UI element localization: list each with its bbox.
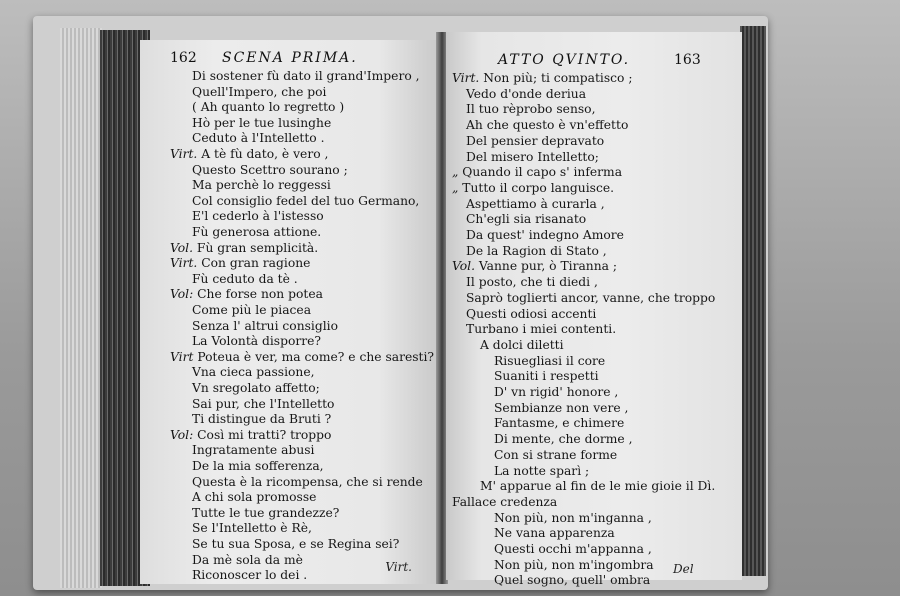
verse-text: Ch'egli sia risanato xyxy=(466,212,587,227)
text-line xyxy=(452,86,586,102)
text-line xyxy=(170,396,334,412)
text-line xyxy=(452,211,586,227)
text-line xyxy=(452,478,715,494)
left-catchword: Virt. xyxy=(385,560,412,574)
verse-text: Quell'Impero, che poi xyxy=(192,84,327,99)
text-line xyxy=(452,337,564,353)
verse-text: Fù generosa attione. xyxy=(192,225,322,239)
text-line xyxy=(170,318,338,334)
verse-text: Di mente, che dorme , xyxy=(494,432,633,447)
verse-text: Fù ceduto da tè . xyxy=(192,271,298,286)
verse-text: Ti distingue da Bruti ? xyxy=(192,412,332,427)
verse-text: Tutto il corpo languisce. xyxy=(462,180,615,195)
right-page-number: 163 xyxy=(674,52,701,68)
verse-text: Di sostener fù dato il grand'Impero , xyxy=(192,69,420,83)
verse-text: Hò per le tue lusinghe xyxy=(192,115,332,130)
text-line xyxy=(170,286,323,302)
verse-text: Con gran ragione xyxy=(201,256,311,271)
text-line xyxy=(452,384,618,400)
verse-text: Poteua è ver, ma come? e che saresti? xyxy=(197,349,435,364)
speaker-label: Virt. xyxy=(452,71,484,85)
text-line xyxy=(170,520,312,536)
text-line xyxy=(452,541,652,557)
verse-text: Il tuo rèprobo senso, xyxy=(466,102,596,117)
text-line xyxy=(452,321,616,337)
verse-text: Sembianze non vere , xyxy=(494,400,629,415)
text-line xyxy=(170,380,320,396)
verse-text: Vn sregolato affetto; xyxy=(192,381,320,395)
verse-text: A dolci diletti xyxy=(480,337,564,352)
speaker-label: Vol: xyxy=(170,427,198,442)
verse-text: Quando il capo s' inferma xyxy=(462,165,623,180)
verse-text: Sai pur, che l'Intelletto xyxy=(192,396,335,411)
text-line xyxy=(170,240,318,256)
speaker-label: Vol. xyxy=(452,259,479,274)
verse-text: Turbano i miei contenti. xyxy=(466,322,617,337)
text-line xyxy=(170,489,316,505)
text-line xyxy=(452,274,598,290)
text-line xyxy=(170,411,331,427)
verse-text: Fù gran semplicità. xyxy=(196,240,319,255)
verse-text: Da mè sola da mè xyxy=(192,552,303,567)
verse-text: Riconoscer lo dei . xyxy=(192,568,308,583)
verse-text: Quel sogno, quell' ombra xyxy=(494,573,651,588)
verse-text: Tutte le tue grandezze? xyxy=(192,505,340,520)
page-stack-left xyxy=(60,28,102,588)
page-edges-right xyxy=(740,26,766,576)
text-line xyxy=(452,243,607,259)
text-line xyxy=(170,536,399,552)
text-line xyxy=(452,180,614,196)
verse-text: A tè fù dato, è vero , xyxy=(201,147,329,161)
text-line xyxy=(452,368,599,384)
text-line xyxy=(452,572,650,588)
text-line xyxy=(452,353,605,369)
verse-text: Del pensier depravato xyxy=(466,133,605,148)
verse-text: Ah che questo è vn'effetto xyxy=(466,118,629,133)
text-line xyxy=(170,505,339,521)
text-line xyxy=(452,431,633,447)
text-line xyxy=(170,115,331,131)
speaker-label: „ xyxy=(452,180,463,195)
verse-text: Che forse non potea xyxy=(197,287,323,302)
verse-text: E'l cederlo à l'istesso xyxy=(192,209,324,224)
right-header xyxy=(446,52,742,70)
speaker-label: Virt. xyxy=(170,147,202,161)
text-line xyxy=(170,99,344,115)
verse-text: D' vn rigid' honore , xyxy=(494,385,619,399)
text-line xyxy=(170,458,324,474)
text-line xyxy=(452,415,624,431)
text-line xyxy=(452,306,596,322)
text-line xyxy=(170,552,303,568)
verse-text: Ingratamente abusi xyxy=(192,443,315,458)
speaker-label: „ xyxy=(452,165,463,180)
text-line xyxy=(452,117,628,133)
verse-text: Senza l' altrui consiglio xyxy=(192,318,339,333)
text-line xyxy=(452,101,596,117)
verse-text: Vna cieca passione, xyxy=(192,365,315,380)
text-line xyxy=(452,494,557,510)
text-line xyxy=(170,349,434,365)
verse-text: De la Ragion di Stato , xyxy=(466,243,607,258)
text-line xyxy=(170,474,423,490)
text-line xyxy=(452,400,628,416)
text-line xyxy=(452,557,654,573)
verse-text: La Volontà disporre? xyxy=(192,334,322,349)
text-line xyxy=(452,70,632,86)
text-line xyxy=(170,427,331,443)
verse-text: Con si strane forme xyxy=(494,447,618,462)
verse-text: Vanne pur, ò Tiranna ; xyxy=(478,259,618,274)
text-line xyxy=(170,208,324,224)
verse-text: Come più le piacea xyxy=(192,303,312,317)
verse-text: Fallace credenza xyxy=(452,494,558,509)
verse-text: Se tu sua Sposa, e se Regina sei? xyxy=(192,537,400,551)
speaker-label: Vol: xyxy=(170,287,198,302)
verse-text: Se l'Intelletto è Rè, xyxy=(192,521,312,536)
verse-text: Questo Scettro sourano ; xyxy=(192,162,348,177)
verse-text: Risuegliasi il core xyxy=(494,353,606,368)
speaker-label: Virt xyxy=(170,349,198,364)
verse-text: Questi occhi m'appanna , xyxy=(494,542,652,556)
verse-text: Aspettiamo à curarla , xyxy=(466,196,605,211)
speaker-label: Vol. xyxy=(170,240,197,255)
verse-text: Questa è la ricompensa, che si rende xyxy=(192,474,423,489)
right-running-title: ATTO QVINTO. xyxy=(498,52,631,68)
text-line xyxy=(170,193,419,209)
text-line xyxy=(170,302,311,318)
text-line xyxy=(170,442,314,458)
verse-text: De la mia sofferenza, xyxy=(192,459,324,473)
left-header xyxy=(140,50,438,68)
left-running-title: SCENA PRIMA. xyxy=(222,50,358,66)
verse-text: ( Ah quanto lo regretto ) xyxy=(192,100,345,115)
text-line xyxy=(170,271,298,287)
text-line xyxy=(170,224,321,240)
verse-text: M' apparue al fin de le mie gioie il Dì. xyxy=(480,479,716,494)
text-line xyxy=(452,149,599,165)
verse-text: Vedo d'onde deriua xyxy=(466,86,587,101)
text-line xyxy=(170,255,310,271)
text-line xyxy=(452,196,605,212)
text-line xyxy=(170,364,315,380)
left-page xyxy=(140,40,438,584)
text-line xyxy=(170,130,325,146)
text-line xyxy=(170,333,321,349)
verse-text: Non più, non m'inganna , xyxy=(494,510,652,525)
text-line xyxy=(170,84,327,100)
text-line xyxy=(170,146,328,162)
verse-text: Ceduto à l'Intelletto . xyxy=(192,131,325,146)
text-line xyxy=(452,290,715,306)
text-line xyxy=(452,164,622,180)
text-line xyxy=(452,227,624,243)
verse-text: Ma perchè lo reggessi xyxy=(192,178,331,193)
verse-text: Da quest' indegno Amore xyxy=(466,228,624,242)
verse-text: La notte sparì ; xyxy=(494,463,590,478)
verse-text: Del misero Intelletto; xyxy=(466,149,599,164)
text-line xyxy=(452,258,617,274)
verse-text: Non più; ti compatisco ; xyxy=(483,71,633,85)
text-line xyxy=(452,463,589,479)
right-catchword: Del xyxy=(673,562,694,576)
text-line xyxy=(170,177,331,193)
verse-text: Saprò toglierti ancor, vanne, che troppo xyxy=(466,290,716,305)
text-line xyxy=(170,162,348,178)
verse-text: Non più, non m'ingombra xyxy=(494,557,654,572)
verse-text: A chi sola promosse xyxy=(192,490,317,505)
text-line xyxy=(170,567,307,583)
text-line xyxy=(452,510,652,526)
verse-text: Ne vana apparenza xyxy=(494,526,615,541)
verse-text: Questi odiosi accenti xyxy=(466,306,597,321)
verse-text: Così mi tratti? troppo xyxy=(197,427,332,442)
left-page-number: 162 xyxy=(170,50,197,66)
text-line xyxy=(170,68,420,84)
verse-text: Fantasme, e chimere xyxy=(494,416,625,431)
verse-text: Suaniti i respetti xyxy=(494,369,599,384)
speaker-label: Virt. xyxy=(170,256,202,271)
text-line xyxy=(452,525,615,541)
text-line xyxy=(452,447,617,463)
verse-text: Col consiglio fedel del tuo Germano, xyxy=(192,193,420,208)
right-page xyxy=(446,32,742,588)
verse-text: Il posto, che ti diedi , xyxy=(466,275,598,290)
text-line xyxy=(452,133,604,149)
